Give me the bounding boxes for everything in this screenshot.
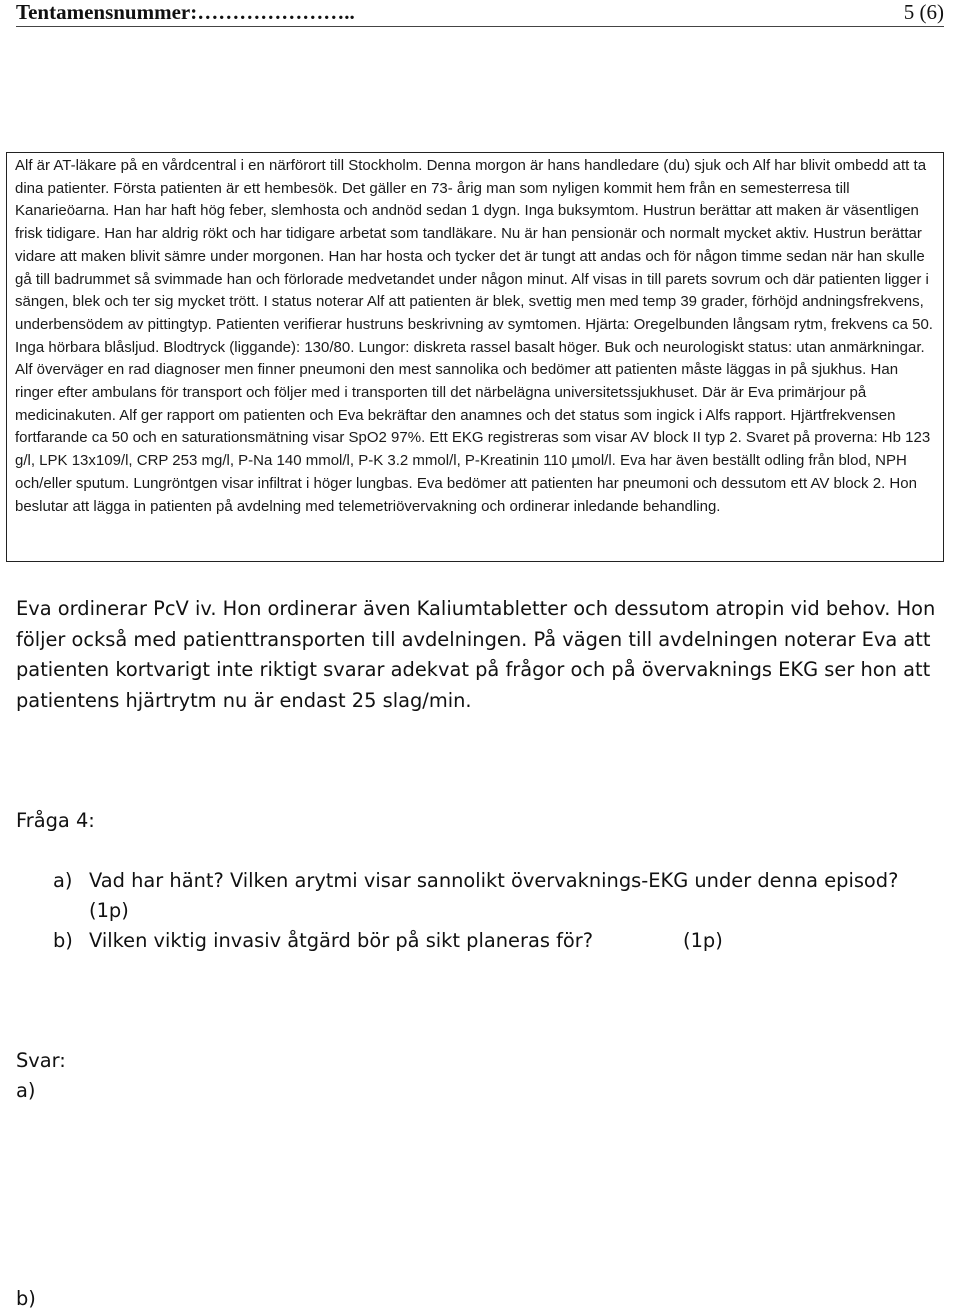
question-title: Fråga 4: bbox=[16, 809, 95, 832]
question-text: Vilken viktig invasiv åtgärd bör på sikt planeras för? bbox=[89, 929, 594, 952]
case-description-box bbox=[6, 152, 944, 562]
question-points: (1p) bbox=[89, 899, 129, 922]
case-text: Alf är AT-läkare på en vårdcentral i en närförort till Stockholm. Denna morgon är hans handledare (du) sjuk och Alf har blivit ombedd att ta dina patienter. Första patienten är ett hembesök. Det gäller en 73- årig man som nyligen kommit hem från en semesterresa till Kanarieöarna. Han har haft hög feber, slemhosta och andnöd sedan 1 dygn. Inga buksymtom. Hustrun berättar att maken är väsentligen frisk tidigare. Han har aldrig rökt och har tidigare arbetat som tandläkare. Nu är han pensionär och normalt mycket aktiv. Hustrun berättar vidare att maken blivit sämre under morgonen. Han har hosta och tycker det är tungt att andas och för någon timme sedan när han skulle gå till badrummet så svimmade han och förlorade medvetandet under någon minut. Alf visas in till parets sovrum och där patienten ligger i sängen, blek och ter sig mycket trött. I status noterar Alf att patienten är blek, svettig men med temp 39 grader, förhöjd andningsfrekvens, underbensödem av pittingtyp. Patienten verifierar hustruns beskrivning av symtomen. Hjärta: Oregelbunden långsam rytm, frekvens ca 50. Inga hörbara blåsljud. Blodtryck (liggande): 130/80. Lungor: diskreta rassel basalt höger. Buk och neurologiskt status: utan anmärkningar. Alf överväger en rad diagnoser men finner pneumoni den mest sannolika och bedömer att patienten måste läggas in på sjukhus. Han ringer efter ambulans för transport och följer med i transporten till det närbelägna universitetssjukhuset. Där är Eva primärjour på medicinakuten. Alf ger rapport om patienten och Eva bekräftar den anamnes och det status som ingick i Alfs rapport. Hjärtfrekvensen fortfarande ca 50 och en saturationsmätning visar SpO2 97%. Ett EKG registreras som visar AV block II typ 2. Svaret på proverna: Hb 123 g/l, LPK 13x109/l, CRP 253 mg/l, P-Na 140 mmol/l, P-K 3.2 mmol/l, P-Kreatinin 110 µmol/l. Eva har även beställt odling från blod, NPH och/eller sputum. Lungröntgen visar infiltrat i höger lungbas. Eva bedömer att patienten har pneumoni och dessutom ett AV block 2. Hon beslutar att lägga in patienten på avdelning med telemetriövervakning och ordinerar inledande behandling. bbox=[15, 157, 933, 515]
question-item-b bbox=[53, 926, 933, 956]
question-letter: a) bbox=[53, 869, 73, 892]
question-item-a bbox=[53, 866, 933, 926]
page-header bbox=[16, 0, 944, 27]
question-text: Vad har hänt? Vilken arytmi visar sannolikt övervaknings-EKG under denna episod? bbox=[89, 869, 899, 892]
continuation-paragraph: Eva ordinerar PcV iv. Hon ordinerar även Kaliumtabletter och dessutom atropin vid behov. Hon följer också med patienttransporten till avdelningen. På vägen till avdelningen noterar Eva att patienten kortvarigt inte riktigt svarar adekvat på frågor och på övervaknings EKG ser hon att patientens hjärtrytm nu är endast 25 slag/min. bbox=[16, 597, 936, 712]
answer-label: Svar: bbox=[16, 1049, 66, 1072]
question-list bbox=[53, 866, 933, 956]
exam-number-label: Tentamensnummer:………………….. bbox=[16, 0, 355, 24]
question-points: (1p) bbox=[683, 929, 723, 952]
continuation-text-block bbox=[16, 594, 951, 716]
answer-b-label: b) bbox=[16, 1287, 36, 1310]
question-letter: b) bbox=[53, 929, 73, 952]
answer-a-label: a) bbox=[16, 1079, 36, 1102]
page-indicator: 5 (6) bbox=[903, 0, 944, 24]
